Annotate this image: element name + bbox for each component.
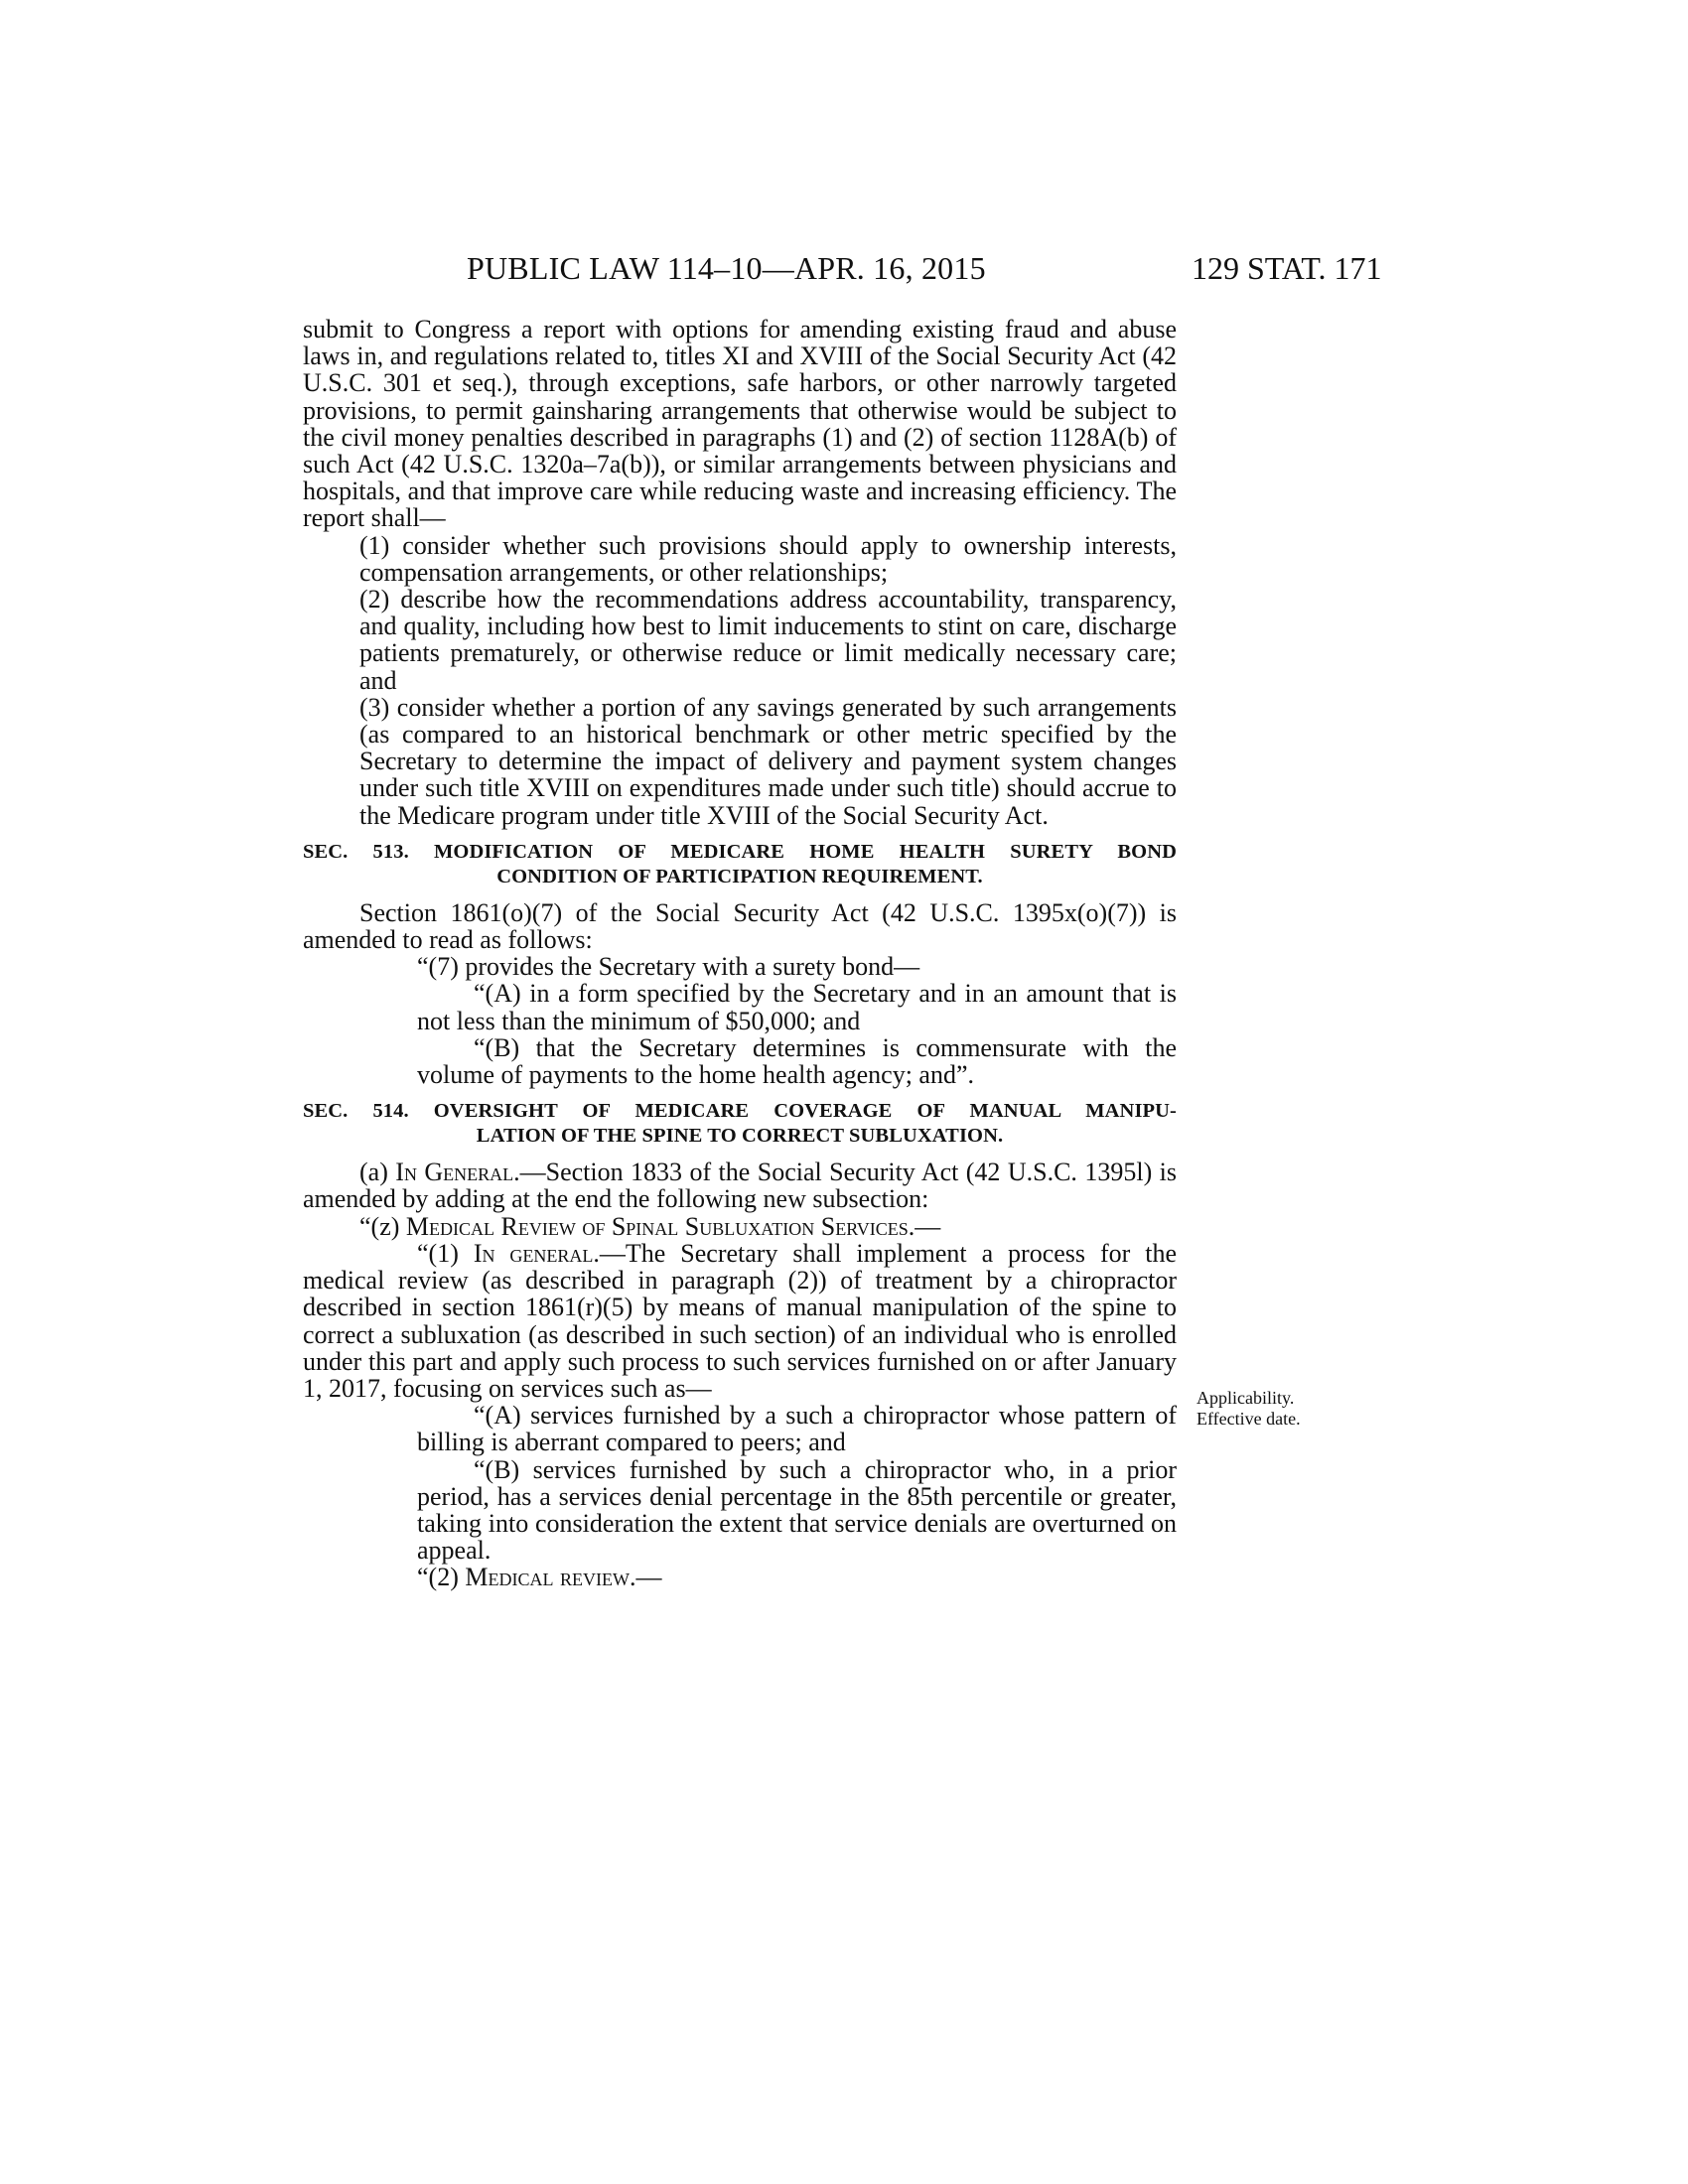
- para-2-heading: Medical review: [465, 1563, 630, 1592]
- item-2-paragraph: [359, 586, 1177, 694]
- section-514-heading-line1: SEC. 514. OVERSIGHT OF MEDICARE COVERAGE OF MANUAL MANIPU-: [303, 1100, 1177, 1123]
- item-3-paragraph: [359, 694, 1177, 829]
- subsection-a-number: (a): [359, 1158, 396, 1187]
- item-3-text: (3) consider whether a portion of any savings generated by such arrangements (as compared to an historical benchmark or other metric specified by the Secretary to determine the impact of delivery and payment system changes under such title XVIII on expenditures made under such title) should accrue to the Medicare program under title XVIII of the Social Security Act.: [359, 692, 1177, 830]
- para-1-number: “(1): [417, 1238, 474, 1268]
- section-513-text: Section 1861(o)(7) of the Social Security Act (42 U.S.C. 1395x(o)(7)) is amended to read as follows:: [303, 897, 1177, 955]
- subsection-z-para-1: [303, 1240, 1177, 1402]
- section-513-para-7: “(7) provides the Secretary with a surety bond—: [417, 952, 920, 982]
- item-1-text: (1) consider whether such provisions should apply to ownership interests, compensation arrangements, or other relationships;: [359, 530, 1177, 587]
- subsection-a-heading: In General: [395, 1158, 514, 1187]
- section-513-heading: [303, 840, 1177, 889]
- para-1-heading: In general: [473, 1238, 594, 1268]
- subsection-z-heading: Medical Review of Spinal Subluxation Services: [405, 1211, 909, 1241]
- margin-note: [1196, 1388, 1301, 1430]
- section-513-heading-line2: CONDITION OF PARTICIPATION REQUIREMENT.: [496, 865, 983, 887]
- subpara-1-B: “(B) services furnished by such a chiropractor who, in a prior period, has a services denial percentage in the 85th percentile or greater, taking into consideration the extent that service denials are overturned on appeal.: [417, 1454, 1177, 1566]
- section-514-heading: [303, 1099, 1177, 1149]
- section-514-subsection-a: [303, 1159, 1177, 1212]
- section-513-heading-line1: SEC. 513. MODIFICATION OF MEDICARE HOME HEALTH SURETY BOND: [303, 840, 1177, 863]
- section-513-para-B: “(B) that the Secretary determines is commensurate with the volume of payments to the home health agency; and”.: [417, 1032, 1177, 1090]
- item-1-paragraph: [359, 532, 1177, 586]
- margin-note-effective-date: Effective date.: [1196, 1409, 1301, 1429]
- section-514-heading-line2: LATION OF THE SPINE TO CORRECT SUBLUXATION.: [476, 1125, 1004, 1148]
- subsection-z: [359, 1213, 1177, 1240]
- subsection-z-para-2: [417, 1564, 1177, 1590]
- subsection-a-text: .—Section 1833 of the Social Security Act (42 U.S.C. 1395l) is amended by adding at the end the following new subsection:: [303, 1158, 1177, 1214]
- margin-note-applicability: Applicability.: [1196, 1388, 1295, 1408]
- running-head: PUBLIC LAW 114–10—APR. 16, 2015: [467, 250, 986, 286]
- subsection-z-dash: .—: [908, 1211, 941, 1241]
- section-513-para-A: “(A) in a form specified by the Secretary and in an amount that is not less than the minimum of $50,000; and: [417, 979, 1177, 1035]
- page-number: 129 STAT. 171: [1192, 250, 1382, 286]
- subsection-z-number: “(z): [359, 1211, 406, 1241]
- intro-paragraph: submit to Congress a report with options for amending existing fraud and abuse laws in, and regulations related to, titles XI and XVIII of the Social Security Act (42 U.S.C. 301 et seq.), through exceptions, safe harbors, or other narrowly targeted provisions, to permit gainsharing arrangements that otherwise would be subject to the civil money penalties described in paragraphs (1) and (2) of section 1128A(b) of such Act (42 U.S.C. 1320a–7a(b)), or similar arrangements between physicians and hospitals, and that improve care while reducing waste and increasing efficiency. The report shall—: [303, 315, 1177, 533]
- para-1-text: .—The Secretary shall implement a process for the medical review (as described in paragraph (2)) of treatment by a chiropractor described in section 1861(r)(5) by means of manual manipulation of the spine to correct a subluxation (as described in such section) of an individual who is enrolled under this part and apply such process to such services furnished on or after January 1, 2017, focusing on services such as—: [303, 1238, 1177, 1403]
- item-2-text: (2) describe how the recommendations address accountability, transparency, and quality, including how best to limit inducements to stint on care, discharge patients prematurely, or otherwise reduce or limit medically necessary care; and: [359, 585, 1177, 695]
- body-text: [303, 316, 1177, 1591]
- para-2-number: “(2): [417, 1563, 466, 1592]
- subpara-1-A: “(A) services furnished by a such a chiropractor whose pattern of billing is aberrant compared to peers; and: [417, 1401, 1177, 1457]
- para-2-dash: .—: [629, 1563, 662, 1592]
